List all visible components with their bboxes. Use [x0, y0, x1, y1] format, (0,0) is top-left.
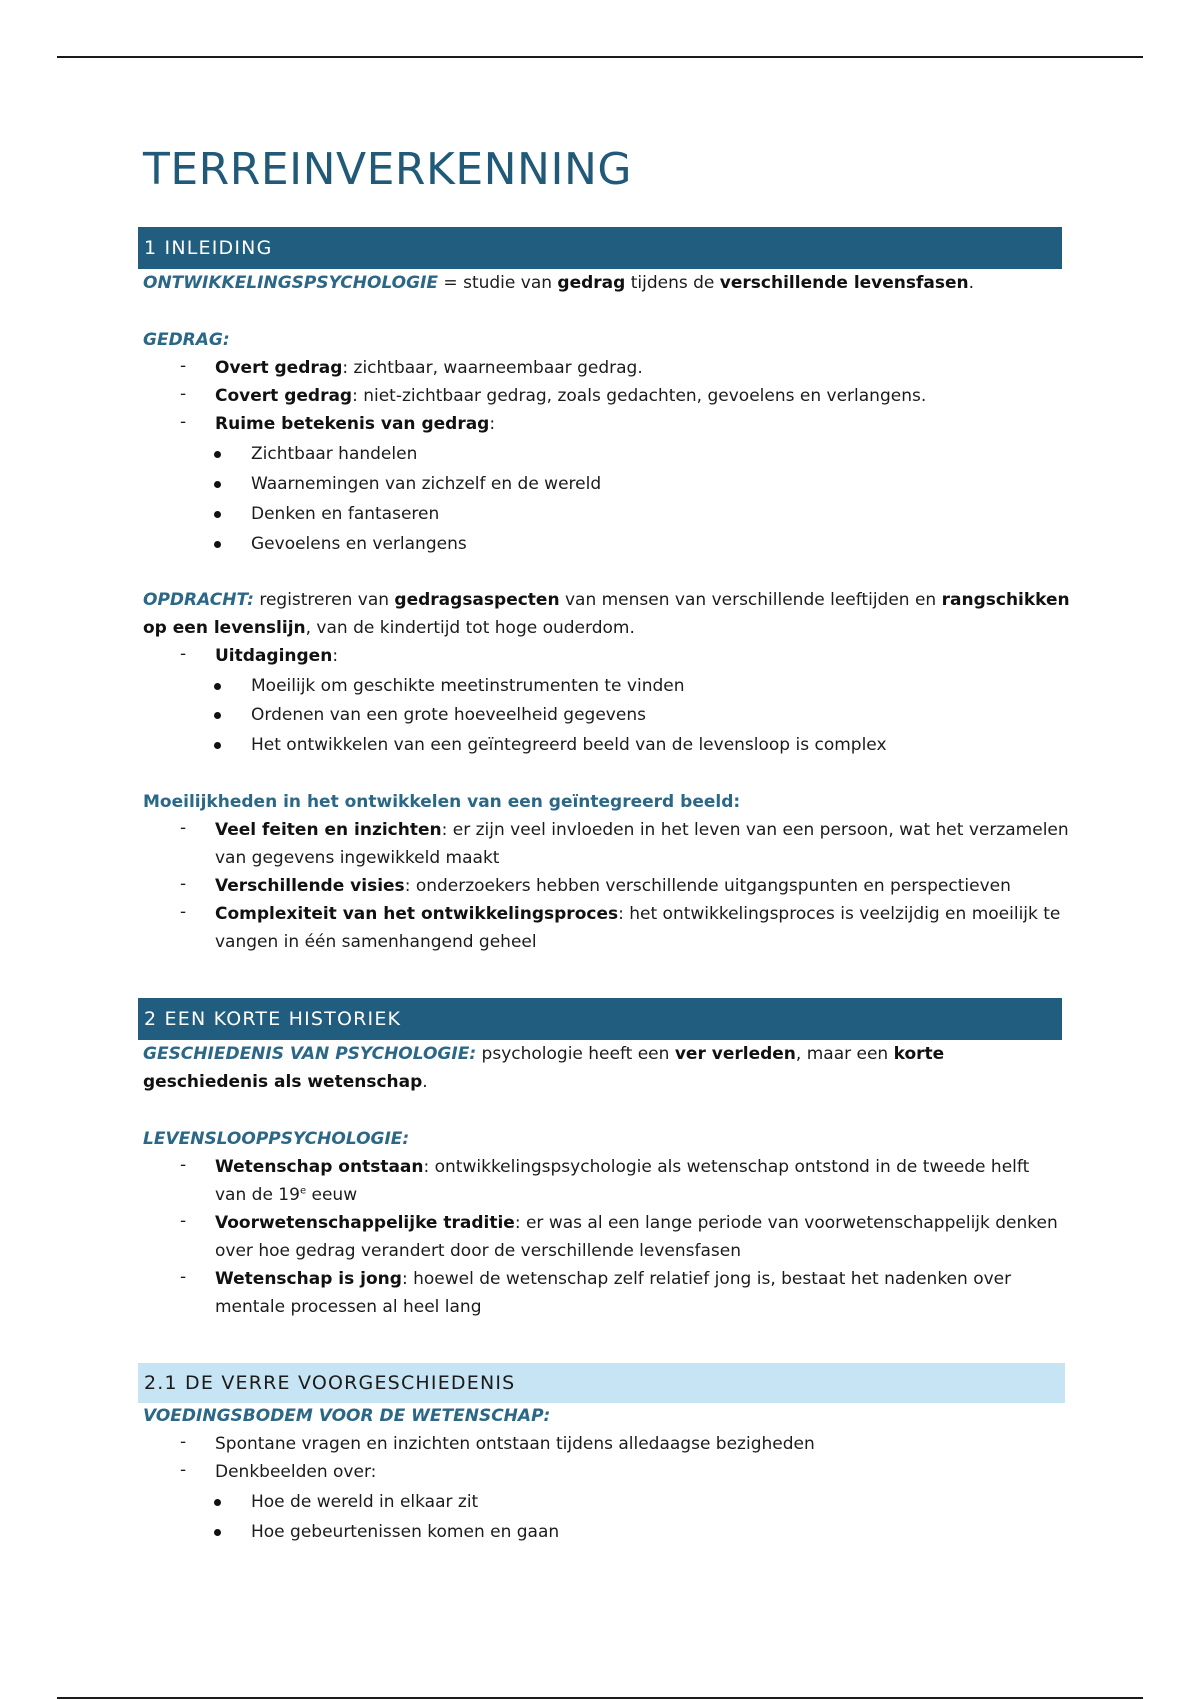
- section-heading-2-label: 2 EEN KORTE HISTORIEK: [144, 1008, 402, 1030]
- bullet-item: Gevoelens en verlangens: [251, 534, 467, 554]
- bullet-dot: [214, 1499, 221, 1506]
- list-dash: -: [180, 1432, 187, 1452]
- bullet-dot: [214, 451, 221, 458]
- bullet-dot: [214, 683, 221, 690]
- list-item-cont: over hoe gedrag verandert door de verschillende levensfasen: [215, 1241, 742, 1261]
- footer-rule: [57, 1697, 1143, 1699]
- list-item: Overt gedrag: zichtbaar, waarneembaar gedrag.: [215, 358, 643, 378]
- section-heading-2-1-label: 2.1 DE VERRE VOORGESCHIEDENIS: [144, 1372, 516, 1394]
- bullet-dot: [214, 1529, 221, 1536]
- geschiedenis-paragraph-cont: geschiedenis als wetenschap.: [143, 1072, 428, 1092]
- geschiedenis-paragraph: GESCHIEDENIS VAN PSYCHOLOGIE: psychologie heeft een ver verleden, maar een korte: [143, 1044, 945, 1064]
- bullet-item: Denken en fantaseren: [251, 504, 440, 524]
- list-dash: -: [180, 356, 187, 376]
- list-item: Complexiteit van het ontwikkelingsproces: het ontwikkelingsproces is veelzijdig en moeilijk te: [215, 904, 1061, 924]
- list-item-cont: van gegevens ingewikkeld maakt: [215, 848, 500, 868]
- bullet-item: Moeilijk om geschikte meetinstrumenten te vinden: [251, 676, 685, 696]
- bullet-dot: [214, 712, 221, 719]
- voedingsbodem-heading: VOEDINGSBODEM VOOR DE WETENSCHAP:: [143, 1406, 551, 1426]
- list-dash: -: [180, 644, 187, 664]
- bullet-item: Ordenen van een grote hoeveelheid gegevens: [251, 705, 646, 725]
- moeilijkheden-heading: Moeilijkheden in het ontwikkelen van een geïntegreerd beeld:: [143, 792, 741, 812]
- list-item-cont: mentale processen al heel lang: [215, 1297, 482, 1317]
- bullet-item: Zichtbaar handelen: [251, 444, 418, 464]
- bullet-item: Hoe de wereld in elkaar zit: [251, 1492, 479, 1512]
- list-dash: -: [180, 902, 187, 922]
- bullet-dot: [214, 541, 221, 548]
- list-dash: -: [180, 412, 187, 432]
- list-item-cont: vangen in één samenhangend geheel: [215, 932, 537, 952]
- list-dash: -: [180, 1155, 187, 1175]
- levensloop-heading: LEVENSLOOPPSYCHOLOGIE:: [143, 1129, 410, 1149]
- section-heading-2-1: [138, 1363, 1065, 1403]
- opdracht-paragraph-cont: op een levenslijn, van de kindertijd tot hoge ouderdom.: [143, 618, 635, 638]
- list-item: Wetenschap is jong: hoewel de wetenschap zelf relatief jong is, bestaat het nadenken over: [215, 1269, 1012, 1289]
- list-item: Uitdagingen:: [215, 646, 339, 666]
- list-dash: -: [180, 384, 187, 404]
- gedrag-heading: GEDRAG:: [143, 330, 230, 350]
- list-item: Spontane vragen en inzichten ontstaan tijdens alledaagse bezigheden: [215, 1434, 815, 1454]
- page-title: TERREINVERKENNING: [143, 144, 632, 195]
- bullet-dot: [214, 511, 221, 518]
- section-heading-1-label: 1 INLEIDING: [144, 237, 273, 259]
- bullet-item: Het ontwikkelen van een geïntegreerd beeld van de levensloop is complex: [251, 735, 887, 755]
- list-item: Veel feiten en inzichten: er zijn veel invloeden in het leven van een persoon, wat het verzamelen: [215, 820, 1069, 840]
- bullet-dot: [214, 742, 221, 749]
- list-dash: -: [180, 874, 187, 894]
- list-item: Voorwetenschappelijke traditie: er was al een lange periode van voorwetenschappelijk denken: [215, 1213, 1058, 1233]
- section-heading-2: [138, 998, 1065, 1040]
- bullet-item: Hoe gebeurtenissen komen en gaan: [251, 1522, 560, 1542]
- header-rule: [57, 56, 1143, 58]
- bullet-dot: [214, 481, 221, 488]
- list-dash: -: [180, 818, 187, 838]
- list-dash: -: [180, 1460, 187, 1480]
- list-item: Verschillende visies: onderzoekers hebben verschillende uitgangspunten en perspectieven: [215, 876, 1011, 896]
- section-heading-1: [138, 227, 1065, 269]
- list-item: Ruime betekenis van gedrag:: [215, 414, 496, 434]
- list-item: Denkbeelden over:: [215, 1462, 377, 1482]
- list-item: Covert gedrag: niet-zichtbaar gedrag, zoals gedachten, gevoelens en verlangens.: [215, 386, 927, 406]
- list-dash: -: [180, 1267, 187, 1287]
- list-item-cont: van de 19e eeuw: [215, 1185, 358, 1205]
- intro-definition: ONTWIKKELINGSPSYCHOLOGIE = studie van gedrag tijdens de verschillende levensfasen.: [143, 273, 975, 293]
- list-item: Wetenschap ontstaan: ontwikkelingspsychologie als wetenschap ontstond in de tweede helft: [215, 1157, 1030, 1177]
- bullet-item: Waarnemingen van zichzelf en de wereld: [251, 474, 602, 494]
- opdracht-paragraph: OPDRACHT: registreren van gedragsaspecten van mensen van verschillende leeftijden en rangschikken: [143, 590, 1070, 610]
- list-dash: -: [180, 1211, 187, 1231]
